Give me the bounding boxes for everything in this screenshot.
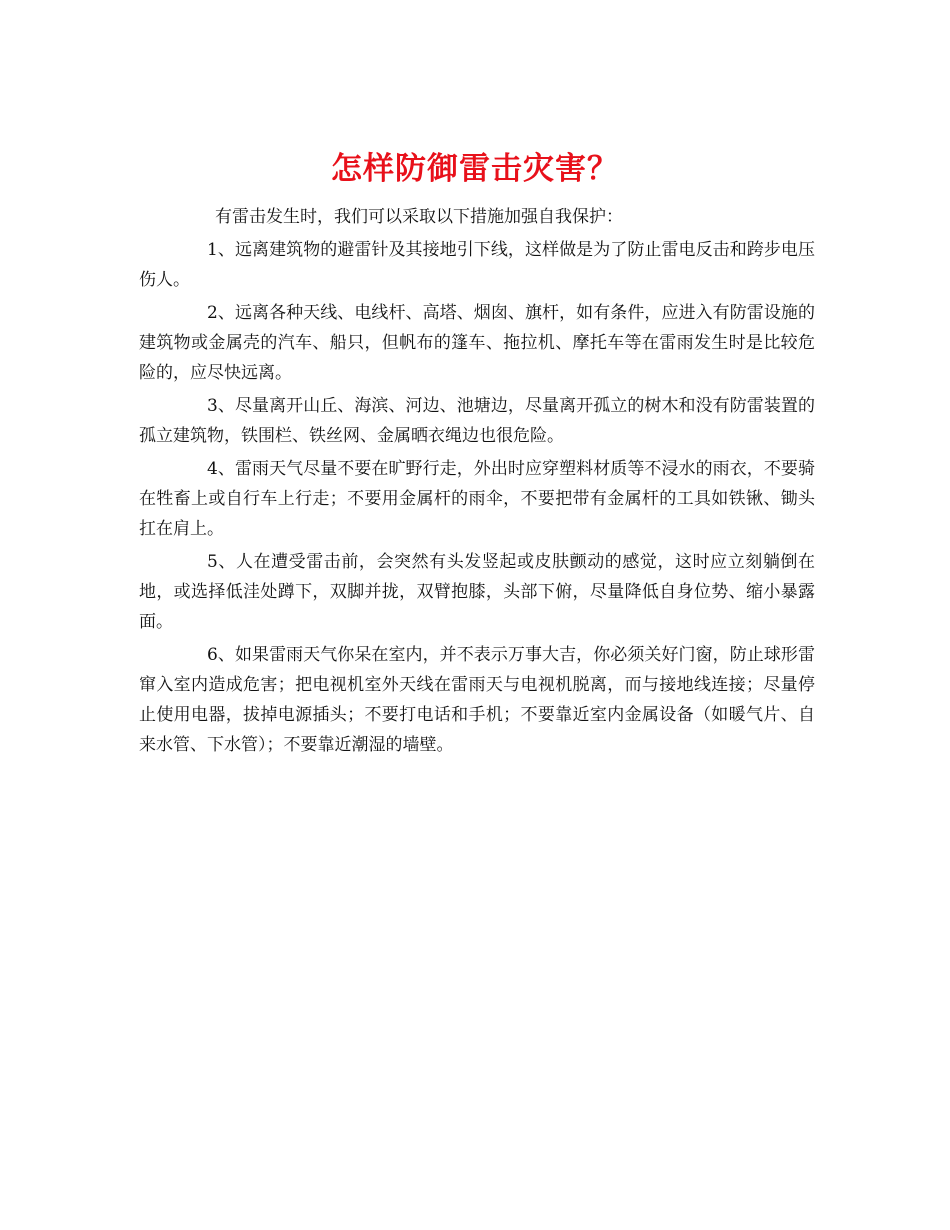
document-body bbox=[139, 202, 815, 763]
tip-paragraph-5: 5、人在遭受雷击前，会突然有头发竖起或皮肤颤动的感觉，这时应立刻躺倒在地，或选择低洼处蹲下，双脚并拢，双臂抱膝，头部下俯，尽量降低自身位势、缩小暴露面。 bbox=[139, 552, 815, 632]
tip-paragraph-2: 2、远离各种天线、电线杆、高塔、烟囱、旗杆，如有条件，应进入有防雷设施的建筑物或金属壳的汽车、船只，但帆布的篷车、拖拉机、摩托车等在雷雨发生时是比较危险的，应尽快远离。 bbox=[139, 303, 815, 383]
intro-paragraph: 有雷击发生时，我们可以采取以下措施加强自我保护： bbox=[215, 207, 623, 227]
document-title: 怎样防御雷击灾害？ bbox=[331, 150, 619, 187]
tip-paragraph-4: 4、雷雨天气尽量不要在旷野行走，外出时应穿塑料材质等不浸水的雨衣，不要骑在牲畜上或自行车上行走；不要用金属杆的雨伞，不要把带有金属杆的工具如铁锹、锄头扛在肩上。 bbox=[139, 459, 815, 539]
tip-paragraph-6: 6、如果雷雨天气你呆在室内，并不表示万事大吉，你必须关好门窗，防止球形雷窜入室内造成危害；把电视机室外天线在雷雨天与电视机脱离，而与接地线连接；尽量停止使用电器，拔掉电源插头；不要打电话和手机；不要靠近室内金属设备（如暖气片、自来水管、下水管）；不要靠近潮湿的墙壁。 bbox=[139, 645, 815, 755]
tip-paragraph-3: 3、尽量离开山丘、海滨、河边、池塘边，尽量离开孤立的树木和没有防雷装置的孤立建筑物，铁围栏、铁丝网、金属晒衣绳边也很危险。 bbox=[139, 396, 815, 446]
tip-paragraph-1: 1、远离建筑物的避雷针及其接地引下线，这样做是为了防止雷电反击和跨步电压伤人。 bbox=[139, 240, 815, 290]
